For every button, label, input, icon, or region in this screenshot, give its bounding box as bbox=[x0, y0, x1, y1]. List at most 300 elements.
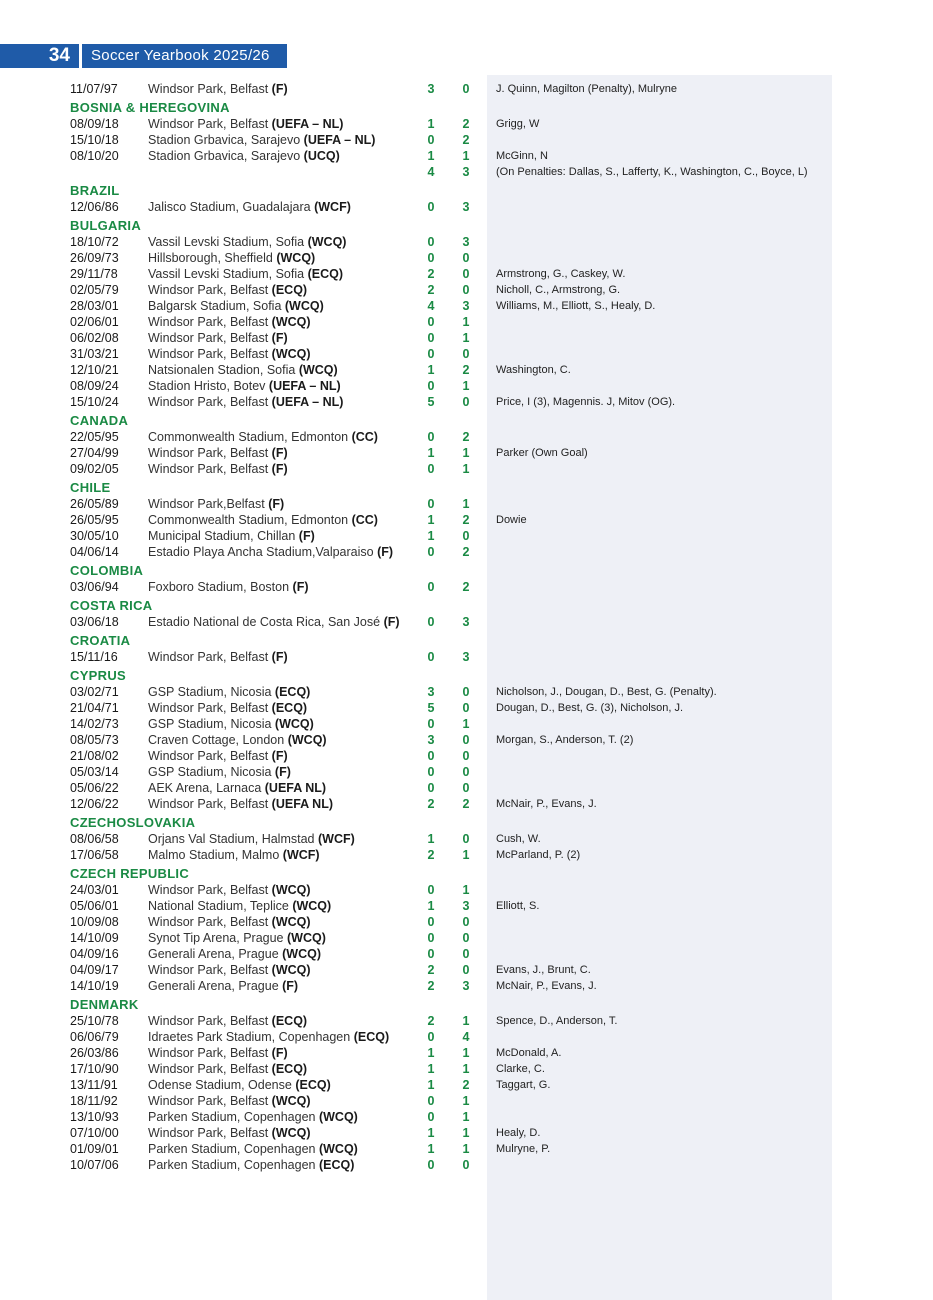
goal-scorers: Clarke, C. bbox=[496, 1063, 545, 1075]
home-score: 0 bbox=[427, 235, 435, 249]
competition-code: (WCQ) bbox=[271, 1126, 311, 1140]
goal-scorers: Evans, J., Brunt, C. bbox=[496, 964, 591, 976]
match-date: 14/02/73 bbox=[70, 717, 119, 731]
goal-scorers: Williams, M., Elliott, S., Healy, D. bbox=[496, 300, 656, 312]
goal-scorers: Dougan, D., Best, G. (3), Nicholson, J. bbox=[496, 702, 684, 714]
home-score: 0 bbox=[427, 765, 435, 779]
match-date: 12/06/86 bbox=[70, 200, 119, 214]
away-score: 0 bbox=[462, 395, 470, 409]
match-row bbox=[0, 614, 933, 630]
match-date: 03/02/71 bbox=[70, 685, 119, 699]
competition-code: (ECQ) bbox=[295, 1078, 331, 1092]
competition-code: (UEFA – NL) bbox=[268, 379, 341, 393]
competition-code: (WCQ) bbox=[318, 1142, 358, 1156]
away-score: 2 bbox=[462, 797, 470, 811]
match-row bbox=[0, 1109, 933, 1125]
venue-name: National Stadium, Teplice bbox=[148, 899, 289, 913]
goal-scorers: McGinn, N bbox=[496, 150, 548, 162]
home-score: 0 bbox=[427, 331, 435, 345]
match-venue bbox=[148, 199, 351, 215]
away-score: 0 bbox=[462, 915, 470, 929]
match-row bbox=[0, 716, 933, 732]
competition-code: (ECQ) bbox=[318, 1158, 355, 1172]
match-date: 09/02/05 bbox=[70, 462, 119, 476]
match-date: 08/05/73 bbox=[70, 733, 119, 747]
match-venue bbox=[148, 346, 311, 362]
match-row bbox=[0, 132, 933, 148]
away-score: 1 bbox=[462, 315, 470, 329]
country-name: CROATIA bbox=[70, 633, 131, 648]
match-row bbox=[0, 930, 933, 946]
match-date: 31/03/21 bbox=[70, 347, 119, 361]
country-heading bbox=[0, 480, 933, 496]
competition-code: (F) bbox=[271, 462, 288, 476]
goal-scorers: Nicholson, J., Dougan, D., Best, G. (Penalty). bbox=[496, 686, 717, 698]
goal-scorers: Price, I (3), Magennis. J, Mitov (OG). bbox=[496, 396, 676, 408]
competition-code: (CC) bbox=[351, 513, 378, 527]
match-venue bbox=[148, 266, 343, 282]
match-date: 21/08/02 bbox=[70, 749, 119, 763]
away-score: 1 bbox=[462, 1142, 470, 1156]
match-venue bbox=[148, 116, 343, 132]
match-venue bbox=[148, 250, 315, 266]
match-venue bbox=[148, 1157, 354, 1173]
competition-code: (F) bbox=[268, 497, 285, 511]
country-heading bbox=[0, 866, 933, 882]
match-date: 18/10/72 bbox=[70, 235, 119, 249]
venue-name: Parken Stadium, Copenhagen bbox=[148, 1158, 316, 1172]
competition-code: (UCQ) bbox=[303, 149, 340, 163]
venue-name: Windsor Park, Belfast bbox=[148, 283, 269, 297]
home-score: 0 bbox=[427, 883, 435, 897]
home-score: 4 bbox=[427, 299, 435, 313]
match-date: 17/10/90 bbox=[70, 1062, 119, 1076]
match-date: 26/09/73 bbox=[70, 251, 119, 265]
home-score: 0 bbox=[427, 1110, 435, 1124]
away-score: 0 bbox=[462, 1158, 470, 1172]
away-score: 2 bbox=[462, 580, 470, 594]
venue-name: Windsor Park, Belfast bbox=[148, 331, 269, 345]
country-name: CANADA bbox=[70, 413, 129, 428]
away-score: 2 bbox=[462, 430, 470, 444]
match-venue bbox=[148, 614, 400, 630]
match-venue bbox=[148, 978, 298, 994]
away-score: 1 bbox=[462, 1110, 470, 1124]
home-score: 0 bbox=[427, 462, 435, 476]
home-score: 0 bbox=[427, 615, 435, 629]
match-date: 29/11/78 bbox=[70, 267, 118, 281]
page-header bbox=[0, 44, 287, 68]
venue-name: AEK Arena, Larnaca bbox=[148, 781, 262, 795]
competition-code: (WCQ) bbox=[271, 883, 311, 897]
match-venue bbox=[148, 1045, 288, 1061]
country-heading bbox=[0, 183, 933, 199]
home-score: 1 bbox=[427, 1078, 435, 1092]
home-score: 5 bbox=[427, 701, 435, 715]
venue-name: Windsor Park, Belfast bbox=[148, 1014, 269, 1028]
home-score: 1 bbox=[427, 1062, 435, 1076]
match-date: 30/05/10 bbox=[70, 529, 119, 543]
match-row bbox=[0, 234, 933, 250]
match-venue bbox=[148, 946, 321, 962]
goal-scorers: Armstrong, G., Caskey, W. bbox=[496, 268, 626, 280]
competition-code: (F) bbox=[271, 331, 288, 345]
home-score: 2 bbox=[427, 267, 435, 281]
match-row bbox=[0, 764, 933, 780]
venue-name: Craven Cottage, London bbox=[148, 733, 285, 747]
away-score: 1 bbox=[462, 717, 470, 731]
country-name: COSTA RICA bbox=[70, 598, 153, 613]
venue-name: Windsor Park, Belfast bbox=[148, 749, 269, 763]
match-row bbox=[0, 946, 933, 962]
match-date: 05/03/14 bbox=[70, 765, 119, 779]
competition-code: (UEFA NL) bbox=[271, 797, 334, 811]
competition-code: (ECQ) bbox=[271, 283, 308, 297]
match-row bbox=[0, 579, 933, 595]
away-score: 3 bbox=[462, 299, 470, 313]
competition-code: (WCQ) bbox=[271, 347, 311, 361]
match-row bbox=[0, 394, 933, 410]
venue-name: Stadion Grbavica, Sarajevo bbox=[148, 133, 301, 147]
match-venue bbox=[148, 847, 320, 863]
away-score: 1 bbox=[462, 883, 470, 897]
match-row bbox=[0, 362, 933, 378]
match-row bbox=[0, 528, 933, 544]
country-heading bbox=[0, 100, 933, 116]
match-date: 07/10/00 bbox=[70, 1126, 119, 1140]
away-score: 0 bbox=[462, 963, 470, 977]
venue-name: Generali Arena, Prague bbox=[148, 979, 279, 993]
goal-scorers: (On Penalties: Dallas, S., Lafferty, K., Washington, C., Boyce, L) bbox=[496, 166, 808, 178]
competition-code: (UEFA NL) bbox=[264, 781, 327, 795]
country-name: COLOMBIA bbox=[70, 563, 144, 578]
away-score: 4 bbox=[462, 1030, 470, 1044]
match-venue bbox=[148, 512, 378, 528]
match-venue bbox=[148, 1077, 331, 1093]
match-date: 13/11/91 bbox=[70, 1078, 118, 1092]
venue-name: Windsor Park, Belfast bbox=[148, 1046, 269, 1060]
header-divider bbox=[79, 44, 82, 68]
home-score: 0 bbox=[427, 251, 435, 265]
competition-code: (WCQ) bbox=[287, 931, 326, 945]
competition-code: (WCQ) bbox=[271, 915, 311, 929]
home-score: 0 bbox=[427, 347, 435, 361]
match-row bbox=[0, 684, 933, 700]
competition-code: (WCQ) bbox=[292, 899, 332, 913]
match-row bbox=[0, 199, 933, 215]
match-row bbox=[0, 544, 933, 560]
away-score: 0 bbox=[462, 832, 470, 846]
match-venue bbox=[148, 882, 311, 898]
match-venue bbox=[148, 898, 331, 914]
goal-scorers: McParland, P. (2) bbox=[496, 849, 581, 861]
match-date: 25/10/78 bbox=[70, 1014, 119, 1028]
match-date: 18/11/92 bbox=[70, 1094, 118, 1108]
away-score: 2 bbox=[462, 117, 470, 131]
match-venue bbox=[148, 732, 327, 748]
venue-name: Windsor Park, Belfast bbox=[148, 883, 269, 897]
match-row bbox=[0, 1093, 933, 1109]
match-venue bbox=[148, 528, 315, 544]
match-venue bbox=[148, 930, 326, 946]
venue-name: Municipal Stadium, Chillan bbox=[148, 529, 296, 543]
match-date: 08/06/58 bbox=[70, 832, 119, 846]
competition-code: (WCF) bbox=[314, 200, 351, 214]
venue-name: Vassil Levski Stadium, Sofia bbox=[148, 267, 305, 281]
country-heading bbox=[0, 668, 933, 684]
away-score: 3 bbox=[462, 615, 470, 629]
match-venue bbox=[148, 649, 288, 665]
country-heading bbox=[0, 997, 933, 1013]
venue-name: Windsor Park, Belfast bbox=[148, 1094, 269, 1108]
match-venue bbox=[148, 1061, 307, 1077]
home-score: 0 bbox=[427, 497, 435, 511]
match-venue bbox=[148, 914, 311, 930]
country-name: DENMARK bbox=[70, 997, 139, 1012]
match-date: 05/06/01 bbox=[70, 899, 119, 913]
country-name: BOSNIA & HEREGOVINA bbox=[70, 100, 230, 115]
match-venue bbox=[148, 1029, 389, 1045]
goal-scorers: Mulryne, P. bbox=[496, 1143, 551, 1155]
venue-name: Hillsborough, Sheffield bbox=[148, 251, 273, 265]
venue-name: Parken Stadium, Copenhagen bbox=[148, 1110, 316, 1124]
match-date: 04/09/17 bbox=[70, 963, 119, 977]
match-date: 06/02/08 bbox=[70, 331, 119, 345]
venue-name: Windsor Park, Belfast bbox=[148, 315, 269, 329]
home-score: 2 bbox=[427, 797, 435, 811]
match-date: 27/04/99 bbox=[70, 446, 119, 460]
goal-scorers: McNair, P., Evans, J. bbox=[496, 980, 597, 992]
match-row bbox=[0, 898, 933, 914]
competition-code: (WCQ) bbox=[318, 1110, 358, 1124]
home-score: 1 bbox=[427, 363, 435, 377]
venue-name: Balgarsk Stadium, Sofia bbox=[148, 299, 282, 313]
venue-name: Idraetes Park Stadium, Copenhagen bbox=[148, 1030, 351, 1044]
country-heading bbox=[0, 633, 933, 649]
away-score: 1 bbox=[462, 1094, 470, 1108]
away-score: 3 bbox=[462, 650, 470, 664]
venue-name: Stadion Grbavica, Sarajevo bbox=[148, 149, 301, 163]
competition-code: (F) bbox=[271, 446, 288, 460]
match-date: 28/03/01 bbox=[70, 299, 119, 313]
away-score: 1 bbox=[462, 149, 470, 163]
goal-scorers: J. Quinn, Magilton (Penalty), Mulryne bbox=[496, 83, 677, 95]
match-row bbox=[0, 445, 933, 461]
match-venue bbox=[148, 461, 288, 477]
away-score: 0 bbox=[462, 347, 470, 361]
match-date: 02/06/01 bbox=[70, 315, 119, 329]
match-venue bbox=[148, 132, 375, 148]
country-name: BRAZIL bbox=[70, 183, 120, 198]
venue-name: Synot Tip Arena, Prague bbox=[148, 931, 284, 945]
match-date: 12/10/21 bbox=[70, 363, 119, 377]
away-score: 1 bbox=[462, 1062, 470, 1076]
home-score: 0 bbox=[427, 545, 435, 559]
home-score: 1 bbox=[427, 899, 435, 913]
away-score: 0 bbox=[462, 765, 470, 779]
match-date: 08/10/20 bbox=[70, 149, 119, 163]
competition-code: (ECQ) bbox=[353, 1030, 390, 1044]
away-score: 1 bbox=[462, 379, 470, 393]
away-score: 0 bbox=[462, 931, 470, 945]
home-score: 0 bbox=[427, 781, 435, 795]
away-score: 0 bbox=[462, 701, 470, 715]
away-score: 0 bbox=[462, 267, 470, 281]
away-score: 1 bbox=[462, 462, 470, 476]
venue-name: GSP Stadium, Nicosia bbox=[148, 765, 272, 779]
competition-code: (WCQ) bbox=[298, 363, 338, 377]
away-score: 2 bbox=[462, 1078, 470, 1092]
match-venue bbox=[148, 1013, 307, 1029]
competition-code: (CC) bbox=[351, 430, 378, 444]
match-date: 04/09/16 bbox=[70, 947, 119, 961]
competition-code: (F) bbox=[271, 1046, 288, 1060]
match-row bbox=[0, 266, 933, 282]
match-venue bbox=[148, 81, 288, 97]
match-date: 22/05/95 bbox=[70, 430, 119, 444]
match-row bbox=[0, 164, 933, 180]
match-date: 26/05/95 bbox=[70, 513, 119, 527]
venue-name: Windsor Park, Belfast bbox=[148, 1126, 269, 1140]
venue-name: Windsor Park, Belfast bbox=[148, 1062, 269, 1076]
away-score: 1 bbox=[462, 1014, 470, 1028]
match-date: 17/06/58 bbox=[70, 848, 119, 862]
match-row bbox=[0, 346, 933, 362]
match-date: 24/03/01 bbox=[70, 883, 119, 897]
match-venue bbox=[148, 962, 311, 978]
competition-code: (F) bbox=[282, 979, 299, 993]
goal-scorers: Nicholl, C., Armstrong, G. bbox=[496, 284, 621, 296]
venue-name: Windsor Park, Belfast bbox=[148, 797, 269, 811]
away-score: 1 bbox=[462, 331, 470, 345]
match-row bbox=[0, 831, 933, 847]
competition-code: (F) bbox=[377, 545, 394, 559]
match-venue bbox=[148, 234, 346, 250]
match-date: 06/06/79 bbox=[70, 1030, 119, 1044]
match-date: 08/09/24 bbox=[70, 379, 119, 393]
match-date: 14/10/09 bbox=[70, 931, 119, 945]
venue-name: Windsor Park, Belfast bbox=[148, 446, 269, 460]
match-venue bbox=[148, 282, 307, 298]
away-score: 2 bbox=[462, 363, 470, 377]
competition-code: (UEFA – NL) bbox=[271, 395, 344, 409]
match-venue bbox=[148, 780, 326, 796]
home-score: 1 bbox=[427, 513, 435, 527]
match-row bbox=[0, 700, 933, 716]
home-score: 0 bbox=[427, 650, 435, 664]
match-venue bbox=[148, 579, 309, 595]
country-name: CZECH REPUBLIC bbox=[70, 866, 190, 881]
goal-scorers: Healy, D. bbox=[496, 1127, 541, 1139]
home-score: 1 bbox=[427, 529, 435, 543]
competition-code: (WCQ) bbox=[287, 733, 327, 747]
match-venue bbox=[148, 1125, 311, 1141]
home-score: 1 bbox=[427, 1046, 435, 1060]
country-name: CZECHOSLOVAKIA bbox=[70, 815, 196, 830]
venue-name: Parken Stadium, Copenhagen bbox=[148, 1142, 316, 1156]
results-list bbox=[0, 81, 933, 1173]
away-score: 0 bbox=[462, 82, 470, 96]
match-date: 10/07/06 bbox=[70, 1158, 119, 1172]
match-venue bbox=[148, 684, 310, 700]
venue-name: Odense Stadium, Odense bbox=[148, 1078, 292, 1092]
home-score: 0 bbox=[427, 1094, 435, 1108]
home-score: 0 bbox=[427, 931, 435, 945]
venue-name: Windsor Park, Belfast bbox=[148, 462, 269, 476]
match-venue bbox=[148, 330, 288, 346]
match-venue bbox=[148, 716, 314, 732]
match-venue bbox=[148, 394, 343, 410]
match-date: 03/06/94 bbox=[70, 580, 119, 594]
match-date: 05/06/22 bbox=[70, 781, 119, 795]
away-score: 1 bbox=[462, 848, 470, 862]
match-date: 13/10/93 bbox=[70, 1110, 119, 1124]
match-venue bbox=[148, 314, 311, 330]
match-date: 14/10/19 bbox=[70, 979, 119, 993]
match-row bbox=[0, 649, 933, 665]
competition-code: (WCQ) bbox=[271, 315, 311, 329]
venue-name: Jalisco Stadium, Guadalajara bbox=[148, 200, 311, 214]
match-venue bbox=[148, 362, 338, 378]
competition-code: (F) bbox=[383, 615, 400, 629]
home-score: 2 bbox=[427, 848, 435, 862]
away-score: 2 bbox=[462, 133, 470, 147]
match-row bbox=[0, 512, 933, 528]
home-score: 0 bbox=[427, 749, 435, 763]
competition-code: (ECQ) bbox=[271, 701, 308, 715]
match-row bbox=[0, 1045, 933, 1061]
match-venue bbox=[148, 496, 284, 512]
venue-name: Windsor Park, Belfast bbox=[148, 117, 269, 131]
publication-title: Soccer Yearbook 2025/26 bbox=[91, 47, 270, 64]
away-score: 0 bbox=[462, 283, 470, 297]
competition-code: (F) bbox=[271, 749, 288, 763]
match-date: 15/10/18 bbox=[70, 133, 119, 147]
match-row bbox=[0, 148, 933, 164]
venue-name: Windsor Park, Belfast bbox=[148, 915, 269, 929]
competition-code: (F) bbox=[298, 529, 315, 543]
match-row bbox=[0, 1125, 933, 1141]
home-score: 1 bbox=[427, 1126, 435, 1140]
competition-code: (WCF) bbox=[282, 848, 320, 862]
home-score: 4 bbox=[427, 165, 435, 179]
away-score: 3 bbox=[462, 899, 470, 913]
home-score: 0 bbox=[427, 133, 435, 147]
match-row bbox=[0, 429, 933, 445]
away-score: 0 bbox=[462, 749, 470, 763]
match-date: 02/05/79 bbox=[70, 283, 119, 297]
away-score: 0 bbox=[462, 733, 470, 747]
home-score: 3 bbox=[427, 733, 435, 747]
competition-code: (F) bbox=[271, 650, 288, 664]
country-heading bbox=[0, 598, 933, 614]
away-score: 3 bbox=[462, 200, 470, 214]
home-score: 3 bbox=[427, 82, 435, 96]
match-row bbox=[0, 298, 933, 314]
venue-name: Foxboro Stadium, Boston bbox=[148, 580, 290, 594]
country-name: CHILE bbox=[70, 480, 111, 495]
home-score: 0 bbox=[427, 430, 435, 444]
competition-code: (WCQ) bbox=[274, 717, 314, 731]
home-score: 1 bbox=[427, 117, 435, 131]
competition-code: (ECQ) bbox=[307, 267, 343, 281]
goal-scorers: Washington, C. bbox=[496, 364, 571, 376]
country-heading bbox=[0, 413, 933, 429]
match-venue bbox=[148, 796, 333, 812]
match-row bbox=[0, 314, 933, 330]
match-venue bbox=[148, 378, 341, 394]
goal-scorers: Cush, W. bbox=[496, 833, 541, 845]
